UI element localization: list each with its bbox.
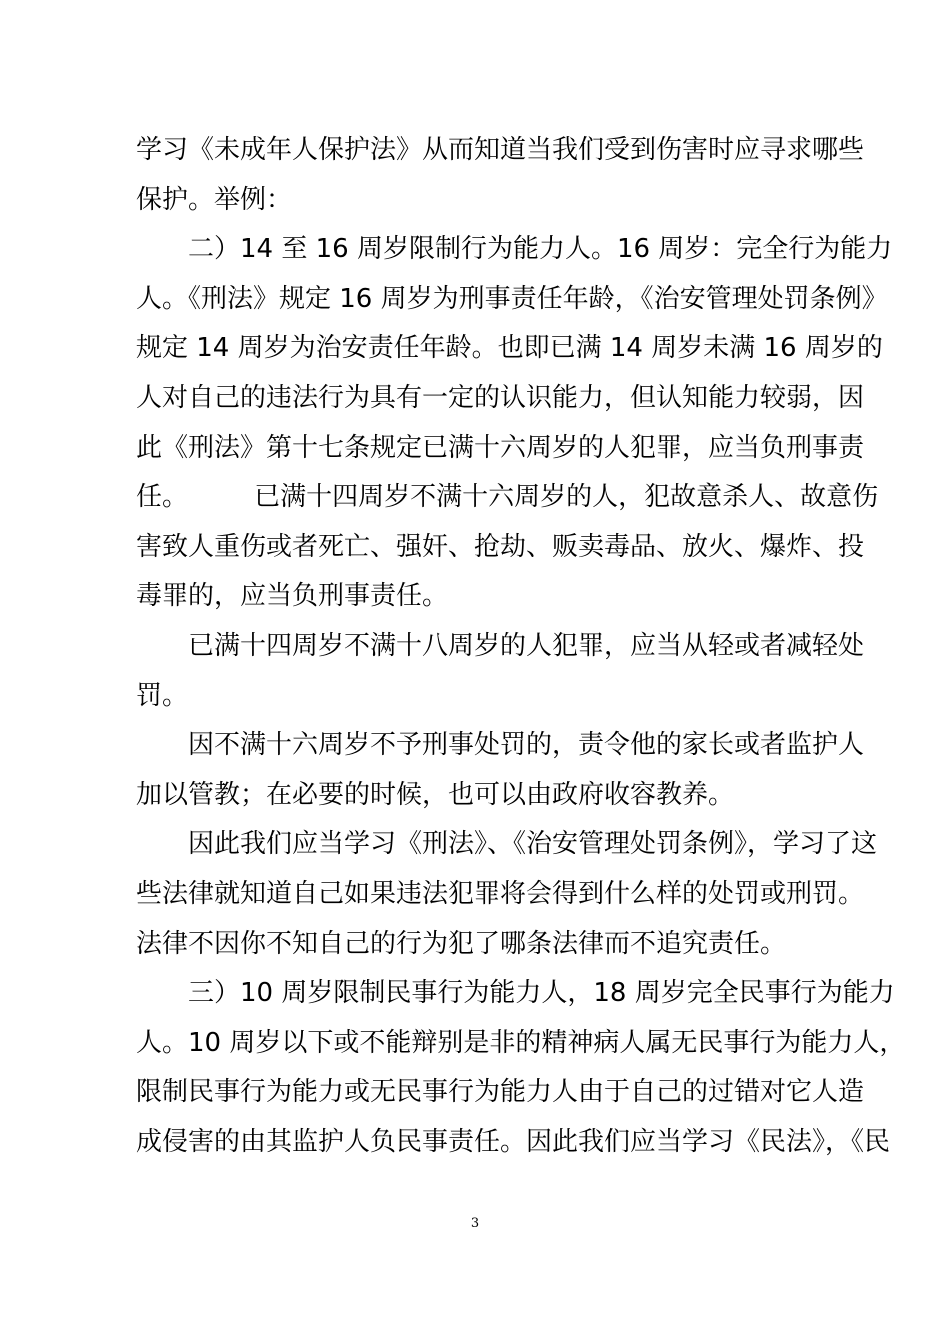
text-line: 二）14 至 16 周岁限制行为能力人。16 周岁：完全行为能力 (188, 234, 893, 265)
text-line: 因不满十六周岁不予刑事处罚的，责令他的家长或者监护人 (188, 730, 865, 761)
text-line: 学习《未成年人保护法》从而知道当我们受到伤害时应寻求哪些 (136, 135, 865, 165)
text-line: 限制民事行为能力或无民事行为能力人由于自己的过错对它人造 (136, 1077, 865, 1108)
text-line: 人对自己的违法行为具有一定的认识能力，但认知能力较弱，因 (136, 382, 865, 413)
text-line: 害致人重伤或者死亡、强奸、抢劫、贩卖毒品、放火、爆炸、投 (136, 531, 865, 562)
page-number: 3 (470, 1216, 480, 1231)
text-line: 加以管教；在必要的时候，也可以由政府收容教养。 (136, 779, 735, 810)
text-line: 法律不因你不知自己的行为犯了哪条法律而不追究责任。 (136, 928, 787, 959)
text-line: 保护。举例： (136, 184, 293, 215)
text-line: 任。 已满十四周岁不满十六周岁的人，犯故意杀人、故意伤 (136, 482, 879, 513)
text-line: 些法律就知道自己如果违法犯罪将会得到什么样的处罚或刑罚。 (136, 878, 865, 909)
text-line: 毒罪的，应当负刑事责任。 (136, 581, 449, 612)
text-line: 三）10 周岁限制民事行为能力人，18 周岁完全民事行为能力 (188, 978, 895, 1009)
text-line: 此《刑法》第十七条规定已满十六周岁的人犯罪，应当负刑事责 (136, 432, 865, 463)
text-line: 人。《刑法》规定 16 周岁为刑事责任年龄，《治安管理处罚条例》 (136, 283, 888, 314)
text-line: 人。10 周岁以下或不能辩别是非的精神病人属无民事行为能力人， (136, 1027, 906, 1058)
text-line: 成侵害的由其监护人负民事责任。因此我们应当学习《民法》，《民 (136, 1126, 891, 1157)
body-text (136, 126, 906, 1167)
text-line: 已满十四周岁不满十八周岁的人犯罪，应当从轻或者减轻处 (188, 630, 865, 661)
text-line: 因此我们应当学习《刑法》、《治安管理处罚条例》，学习了这 (188, 829, 878, 860)
text-line: 罚。 (136, 680, 189, 711)
text-line: 规定 14 周岁为治安责任年龄。也即已满 14 周岁未满 16 周岁的 (136, 333, 883, 364)
